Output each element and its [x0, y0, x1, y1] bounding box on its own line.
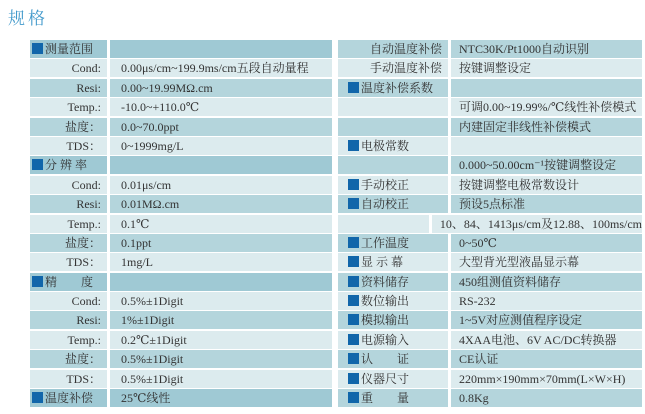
bullet-square-icon [348, 334, 359, 345]
spec-row [338, 79, 642, 97]
spec-row [30, 195, 332, 213]
spec-value: 按键调整电极常数设计 [459, 177, 580, 192]
spec-value: 0.00μs/cm~199.9ms/cm五段自动量程 [121, 61, 309, 76]
bullet-square-icon [348, 198, 359, 209]
spec-row [30, 331, 332, 349]
spec-row [338, 331, 642, 349]
bullet-square-icon [348, 256, 359, 267]
spec-row [30, 118, 332, 136]
spec-row [30, 156, 332, 174]
spec-label: 仪器尺寸 [338, 370, 451, 388]
spec-label: 盐度： [30, 350, 110, 368]
spec-value: 0.1ppt [121, 235, 152, 250]
spec-label: 自动校正 [338, 195, 451, 213]
spec-label: 数位输出 [338, 292, 451, 310]
spec-value: 25℃线性 [121, 391, 171, 406]
spec-value: 0.5%±1Digit [121, 352, 184, 367]
spec-value: CE认证 [459, 352, 499, 367]
page-title: 规格 [8, 9, 48, 28]
bullet-square-icon [348, 179, 359, 190]
spec-row [338, 234, 642, 252]
spec-row [30, 311, 332, 329]
bullet-square-icon [348, 295, 359, 306]
spec-label: TDS： [30, 253, 110, 271]
spec-label: Temp.: [30, 215, 110, 233]
spec-value: 1mg/L [121, 255, 153, 270]
spec-label: 电极常数 [338, 137, 451, 155]
spec-row [338, 98, 642, 116]
spec-value: 内建固定非线性补偿模式 [459, 119, 592, 134]
bullet-square-icon [32, 159, 43, 170]
spec-value: NTC30K/Pt1000自动识别 [459, 42, 590, 56]
spec-value [451, 137, 642, 155]
bullet-square-icon [32, 276, 43, 287]
spec-row [338, 59, 642, 77]
spec-label: 盐度： [30, 234, 110, 252]
spec-label [338, 118, 451, 136]
spec-label: 资料储存 [338, 273, 451, 291]
spec-value [110, 273, 332, 291]
spec-value: 0.01MΩ.cm [121, 197, 180, 212]
spec-label: Resi: [30, 311, 110, 329]
spec-row [338, 389, 642, 407]
spec-label: 测量范围 [30, 40, 110, 58]
spec-row [338, 137, 642, 155]
spec-value: 预设5点标准 [459, 197, 526, 212]
spec-value: 10、84、1413μs/cm及12.88、100ms/cm [439, 216, 642, 231]
spec-value: 可调0.00~19.99%/℃线性补偿模式 [459, 100, 637, 115]
spec-row [30, 292, 332, 310]
spec-label: Cond: [30, 292, 110, 310]
spec-label: 重 量 [338, 389, 451, 407]
spec-row [338, 195, 642, 213]
spec-row [338, 215, 642, 233]
spec-row [30, 98, 332, 116]
spec-row [338, 273, 642, 291]
spec-label: Resi: [30, 79, 110, 97]
spec-label: 精 度 [30, 273, 110, 291]
spec-row [338, 311, 642, 329]
spec-label [338, 98, 451, 116]
spec-value: -10.0~+110.0℃ [121, 100, 200, 115]
spec-value [110, 156, 332, 174]
spec-value: 1~5V对应测值程序设定 [459, 313, 583, 328]
spec-label [338, 156, 451, 174]
spec-value [451, 79, 642, 97]
spec-row [30, 253, 332, 271]
bullet-square-icon [348, 276, 359, 287]
spec-label: Cond: [30, 59, 110, 77]
spec-row [338, 370, 642, 388]
spec-value: 0~1999mg/L [121, 138, 184, 153]
spec-label: 认 证 [338, 350, 451, 368]
spec-label: 温度补偿 [30, 389, 110, 407]
bullet-square-icon [32, 43, 43, 54]
bullet-square-icon [348, 373, 359, 384]
spec-row [30, 350, 332, 368]
spec-row [30, 273, 332, 291]
spec-value: 0.2℃±1Digit [121, 332, 187, 347]
bullet-square-icon [348, 140, 359, 151]
spec-label: Resi: [30, 195, 110, 213]
spec-row [338, 156, 642, 174]
spec-value: 450组测值资料储存 [459, 274, 562, 289]
spec-value: 0.0~70.0ppt [121, 119, 179, 134]
spec-label: 盐度： [30, 118, 110, 136]
spec-row [30, 215, 332, 233]
spec-label: 电源输入 [338, 331, 451, 349]
spec-row [30, 176, 332, 194]
spec-row [338, 40, 642, 58]
spec-row [338, 176, 642, 194]
spec-row [338, 253, 642, 271]
spec-label: 模拟输出 [338, 311, 451, 329]
spec-label: Temp.: [30, 331, 110, 349]
spec-value: 0.8Kg [459, 391, 489, 406]
spec-label: TDS： [30, 137, 110, 155]
bullet-square-icon [32, 392, 43, 403]
bullet-square-icon [348, 353, 359, 364]
spec-row [30, 79, 332, 97]
right-spec-table [338, 40, 642, 408]
spec-row [30, 234, 332, 252]
spec-row [30, 137, 332, 155]
spec-label: 工作温度 [338, 234, 451, 252]
bullet-square-icon [348, 82, 359, 93]
spec-row [30, 40, 332, 58]
spec-label: TDS： [30, 370, 110, 388]
spec-value: 0~50℃ [459, 235, 497, 250]
spec-label: 手动校正 [338, 176, 451, 194]
spec-value: RS-232 [459, 294, 496, 309]
spec-label: Cond: [30, 176, 110, 194]
spec-label [338, 215, 432, 233]
spec-label: 手动温度补偿 [338, 59, 451, 77]
spec-row [30, 370, 332, 388]
spec-row [338, 350, 642, 368]
spec-row [30, 389, 332, 407]
spec-label: Temp.: [30, 98, 110, 116]
spec-value: 大型背光型液晶显示幕 [459, 255, 580, 270]
spec-value: 0.00~19.99MΩ.cm [121, 80, 213, 95]
spec-row [30, 59, 332, 77]
spec-value: 0.5%±1Digit [121, 371, 184, 386]
bullet-square-icon [348, 314, 359, 325]
spec-value: 0.01μs/cm [121, 177, 172, 192]
spec-value: 0.1℃ [121, 216, 150, 231]
spec-label: 分 辨 率 [30, 156, 110, 174]
spec-value: 0.5%±1Digit [121, 294, 184, 309]
spec-value: 4XAA电池、6V AC/DC转换器 [459, 332, 617, 347]
spec-value: 0.000~50.00cm⁻¹按键调整设定 [459, 158, 617, 173]
left-spec-table [30, 40, 332, 408]
bullet-square-icon [348, 392, 359, 403]
bullet-square-icon [348, 237, 359, 248]
spec-value [110, 40, 332, 58]
spec-row [338, 292, 642, 310]
spec-value: 按键调整设定 [459, 61, 532, 76]
spec-value: 1%±1Digit [121, 313, 175, 328]
spec-row [338, 118, 642, 136]
spec-label: 显 示 幕 [338, 253, 451, 271]
spec-value: 220mm×190mm×70mm(L×W×H) [459, 371, 626, 386]
spec-label: 温度补偿系数 [338, 79, 451, 97]
spec-label: 自动温度补偿 [338, 40, 451, 58]
